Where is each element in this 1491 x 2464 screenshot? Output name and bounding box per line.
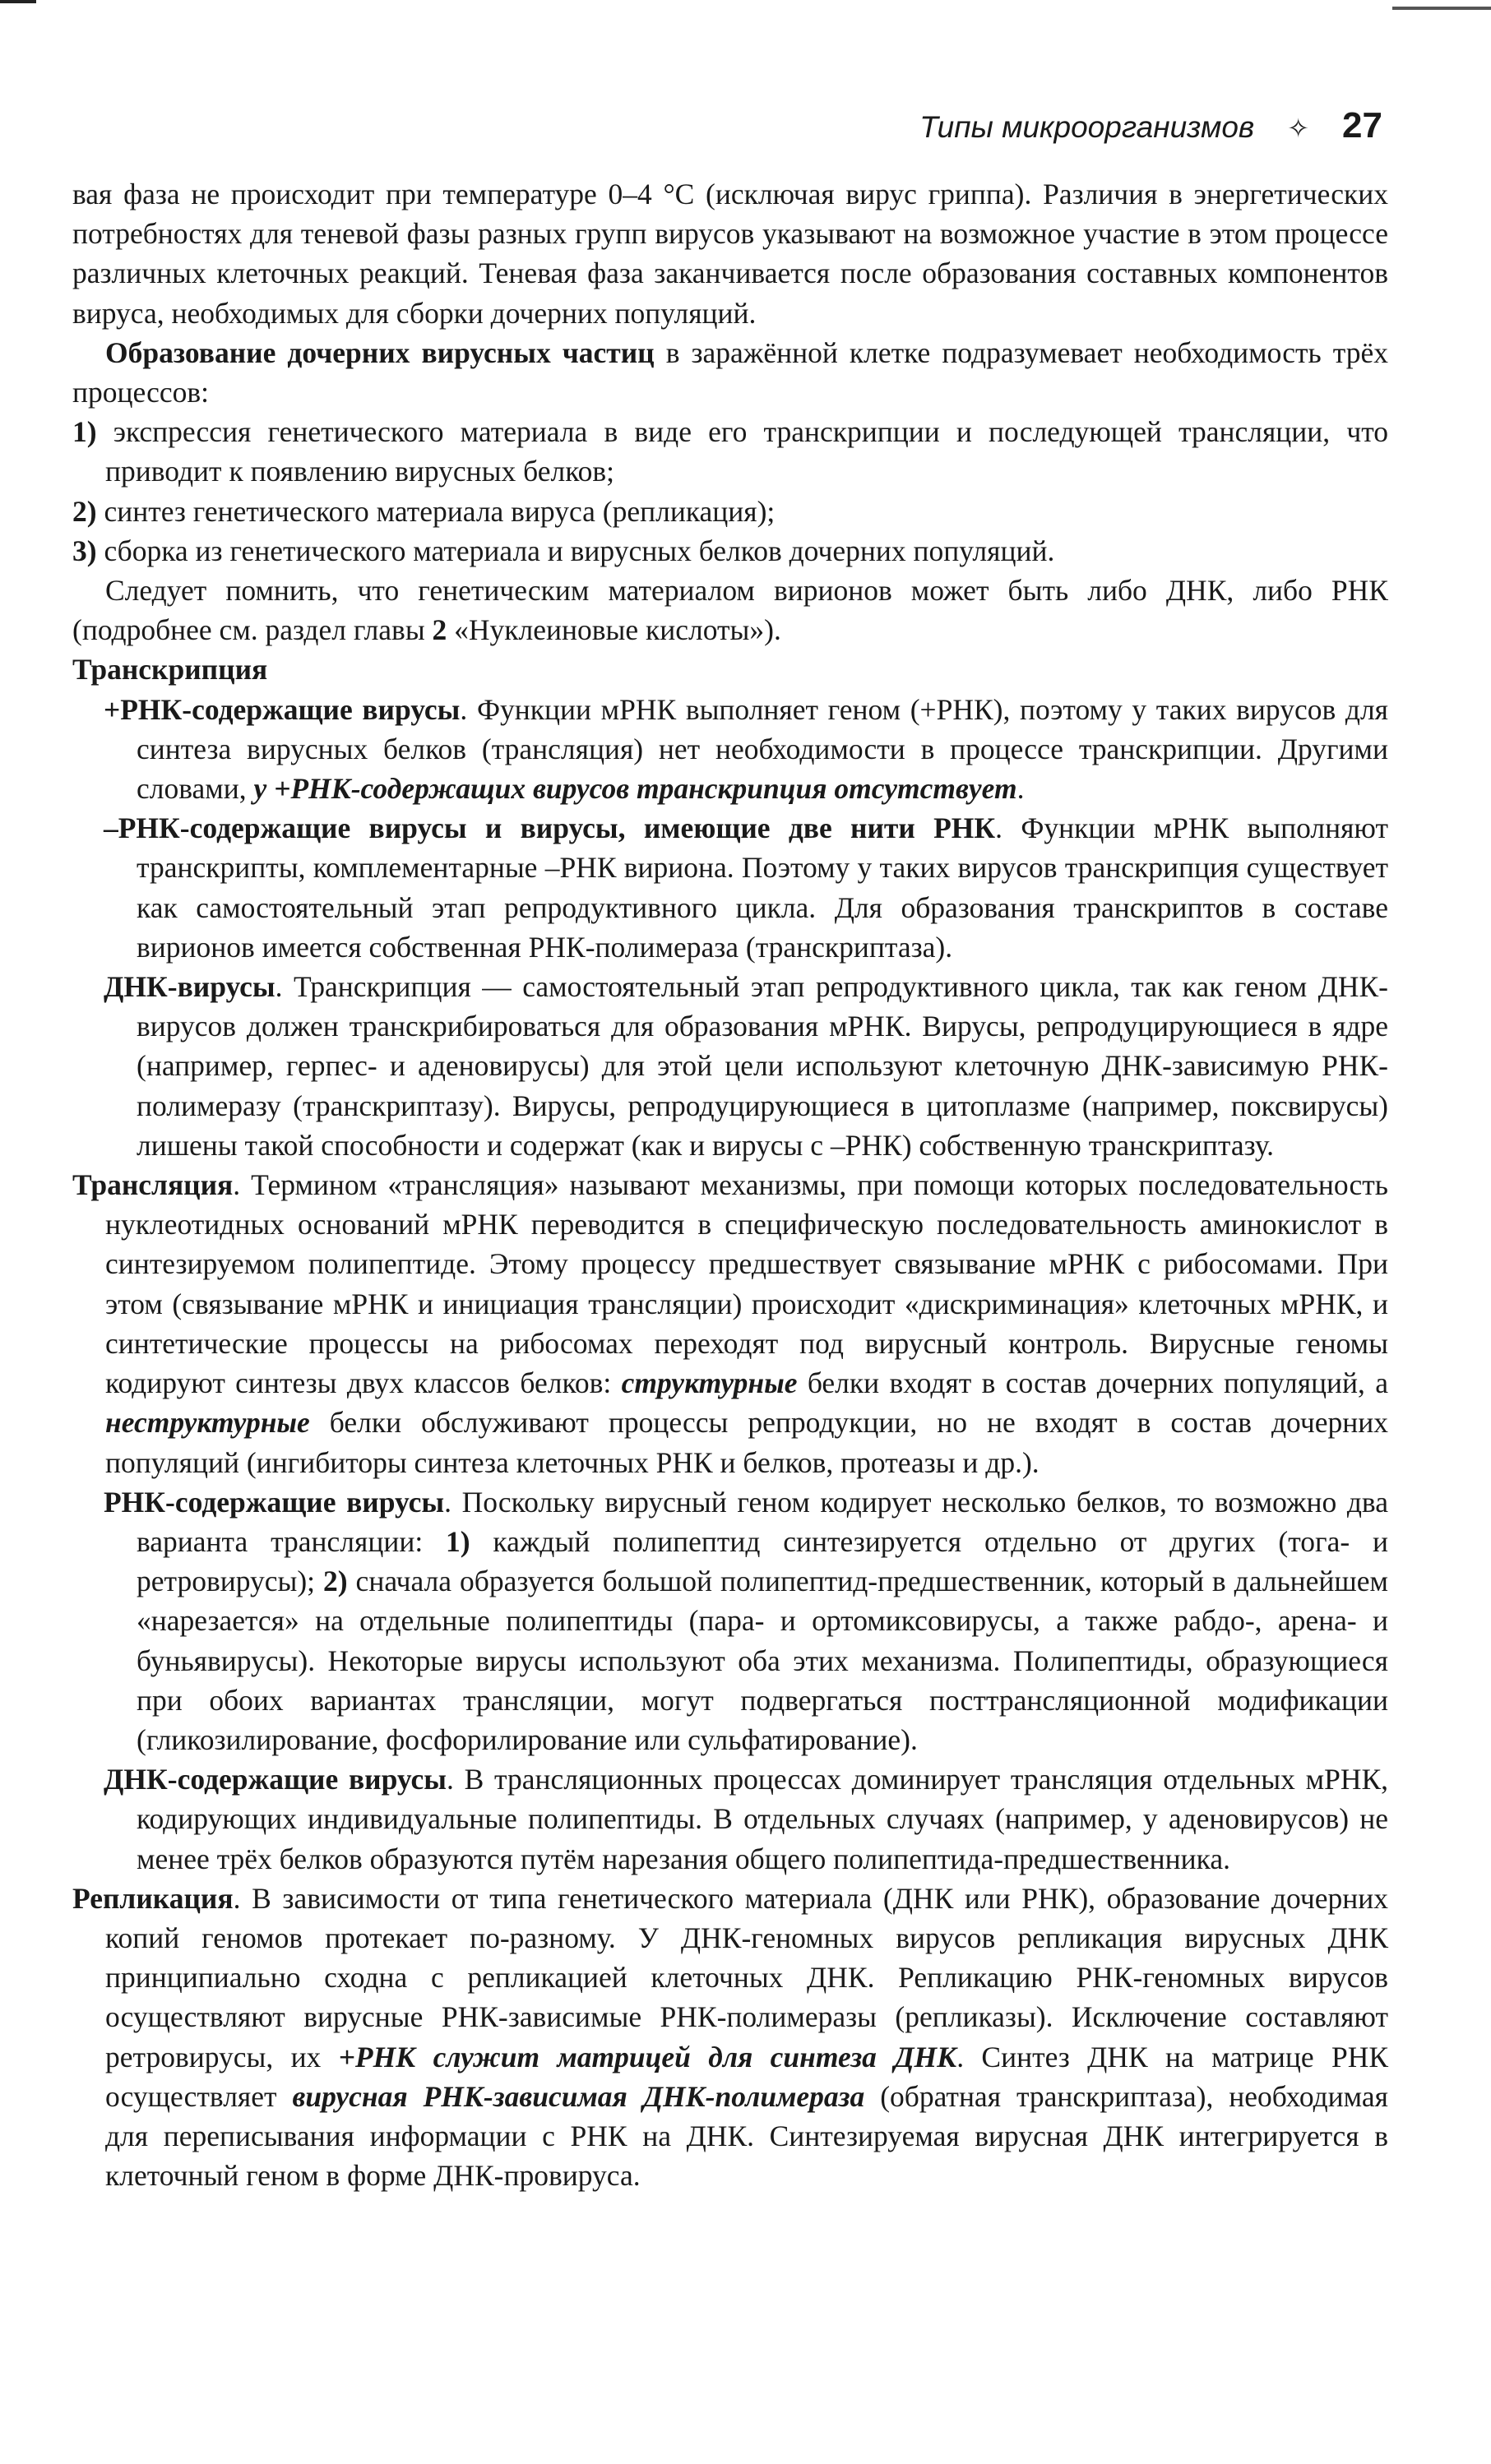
step-text: экспрессия генетического материала в виде его транскрипции и последующей трансляции, что приводит к появлению вирусных белков; [96,415,1388,488]
minus-rna-text: . Функции мРНК выполняют транскрипты, комплементарные –РНК вириона. Поэтому у таких вирусов транскрипция существует как самостоятельный этап репродуктивного цикла. Для образования транскриптов в составе вирионов имеется собственная РНК-полимераза (транскриптаза). [137,811,1388,964]
variant-number: 1) [446,1524,470,1558]
intro-paragraph: вая фаза не происходит при температуре 0–4 °C (исключая вирус гриппа). Различия в энергетических потребностях для теневой фазы разных групп вирусов указывают на возможное участие в этом процессе различных клеточных реакций. Теневая фаза заканчивается после образования составных компонентов вируса, необходимых для сборки дочерних популяций. [72,178,1388,330]
diamond-ornament-icon: ✧ [1287,113,1310,143]
rna-translation-text-3: сначала образуется большой полипептид-предшественник, который в дальнейшем «нарезается» на отдельные полипептиды (пара- и ортомиксовирусы, а также рабдо-, арена- и буньявирусы). Некоторые вирусы используют оба этих механизма. Полипептиды, образующиеся при обоих вариантах трансляции, могут подвергаться посттрансляционной модификации (гликозилирование, фосфорилирование или сульфатирование). [137,1565,1388,1756]
translation-text-3: белки обслуживают процессы репродукции, но не входят в состав дочерних популяций (ингибиторы синтеза клеточных РНК и белков, протеазы и др.). [105,1406,1388,1479]
rna-translation-paragraph [72,1482,1388,1759]
nonstructural-emphasis: неструктурные [105,1406,310,1440]
replication-text-3: (обратная транскриптаза), необходимая для переписывания информации с РНК на ДНК. Синтезируемая вирусная ДНК интегрируется в клеточный геном в форме ДНК-провируса. [105,2079,1388,2193]
variant-number: 2) [323,1565,348,1598]
step-number: 3) [72,534,97,567]
page-number: 27 [1342,105,1382,146]
running-head [919,105,1382,155]
plus-rna-lead: +РНК-содержащие вирусы [104,692,461,726]
replication-paragraph [72,1879,1388,2196]
plus-rna-end: . [1016,772,1025,806]
step-2 [72,492,1388,531]
plus-rna-text: . Функции мРНК выполняет геном (+РНК), поэтому у таких вирусов для синтеза вирусных белков (трансляция) нет необходимости в процессе транскрипции. Другими словами, [137,692,1388,806]
replication-text: . В зависимости от типа генетического материала (ДНК или РНК), образование дочерних копий геномов протекает по-разному. У ДНК-геномных вирусов репликация вирусных ДНК принципиально сходна с репликацией клеточных ДНК. Репликацию РНК-геномных вирусов осуществляют вирусные РНК-зависимые РНК-полимеразы (репликазы). Исключение составляют ретровирусы, их [105,1881,1388,2073]
replication-text-2: . Синтез ДНК на матрице РНК осуществляет [105,2040,1389,2113]
dna-transcription-lead: ДНК-вирусы [104,970,276,1004]
step-3 [72,531,1388,571]
step-number: 2) [72,494,97,528]
dna-transcription-paragraph [72,967,1388,1165]
step-1 [72,412,1388,491]
retrovirus-emphasis: +РНК служит матрицей для синтеза ДНК [338,2040,957,2073]
translation-text-2: белки входят в состав дочерних популяций, а [797,1366,1388,1400]
translation-text: . Термином «трансляция» называют механизмы, при помощи которых последовательность нуклеотидных оснований мРНК переводится в специфическую последовательность аминокислот в синтезируемом полипептиде. Этому процессу предшествует связывание мРНК с рибосомами. При этом (связывание мРНК и инициация трансляции) происходит «дискриминация» клеточных мРНК, и синтетические процессы на рибосомах переходят под вирусный контроль. Вирусные геномы кодируют синтезы двух классов белков: [105,1168,1388,1400]
minus-rna-paragraph [72,808,1388,967]
scan-edge-mark [1392,7,1491,10]
step-number: 1) [72,415,97,449]
minus-rna-lead: –РНК-содержащие вирусы и вирусы, имеющие две нити РНК [104,811,996,845]
dna-translation-text: . В трансляционных процессах доминирует трансляция отдельных мРНК, кодирующих индивидуальные полипептиды. В отдельных случаях (например, у аденовирусов) не менее трёх белков образуются путём нарезания общего полипептида-предшественника. [137,1763,1389,1875]
formation-paragraph [72,333,1388,412]
note-text: Следует помнить, что генетическим материалом вирионов может быть либо ДНК, либо РНК (подробнее см. раздел главы [72,574,1388,647]
rna-translation-text-2: каждый полипептид синтезируется отдельно от других (тога- и ретровирусы); [137,1524,1388,1598]
step-text: сборка из генетического материала и вирусных белков дочерних популяций. [96,534,1055,567]
running-head-title: Типы микроорганизмов [919,110,1255,144]
dna-translation-paragraph [72,1759,1388,1879]
formation-text: в заражённой клетке подразумевает необходимость трёх процессов: [72,335,1388,409]
translation-paragraph [72,1165,1388,1482]
plus-rna-paragraph [72,690,1388,809]
step-text: синтез генетического материала вируса (репликация); [96,494,776,528]
translation-lead: Трансляция [72,1168,234,1202]
scan-corner-mark [0,0,36,3]
replication-lead: Репликация [72,1881,234,1915]
rna-translation-text: . Поскольку вирусный геном кодирует несколько белков, то возможно два варианта трансляции: [137,1485,1388,1558]
chapter-number: 2 [432,613,447,647]
reverse-transcriptase-emphasis: вирусная РНК-зависимая ДНК-полимераза [292,2079,865,2113]
structural-emphasis: структурные [621,1366,798,1400]
rna-translation-lead: РНК-содержащие вирусы [104,1485,445,1519]
page-body [72,174,1388,2195]
dna-translation-lead: ДНК-содержащие вирусы [104,1763,447,1796]
note-paragraph [72,571,1388,650]
formation-lead: Образование дочерних вирусных частиц [105,335,655,369]
transcription-heading: Транскрипция [72,653,268,686]
note-text-end: «Нуклеиновые кислоты»). [447,613,781,647]
dna-transcription-text: . Транскрипция — самостоятельный этап репродуктивного цикла, так как геном ДНК-вирусов должен транскрибироваться для образования мРНК. Вирусы, репродуцирующиеся в ядре (например, герпес- и аденовирусы) для этой цели используют клеточную ДНК-зависимую РНК-полимеразу (транскриптазу). Вирусы, репродуцирующиеся в цитоплазме (например, поксвирусы) лишены такой способности и содержат (как и вирусы с –РНК) собственную транскриптазу. [137,970,1388,1162]
plus-rna-emphasis: у +РНК-содержащих вирусов транскрипция отсутствует [253,772,1017,806]
